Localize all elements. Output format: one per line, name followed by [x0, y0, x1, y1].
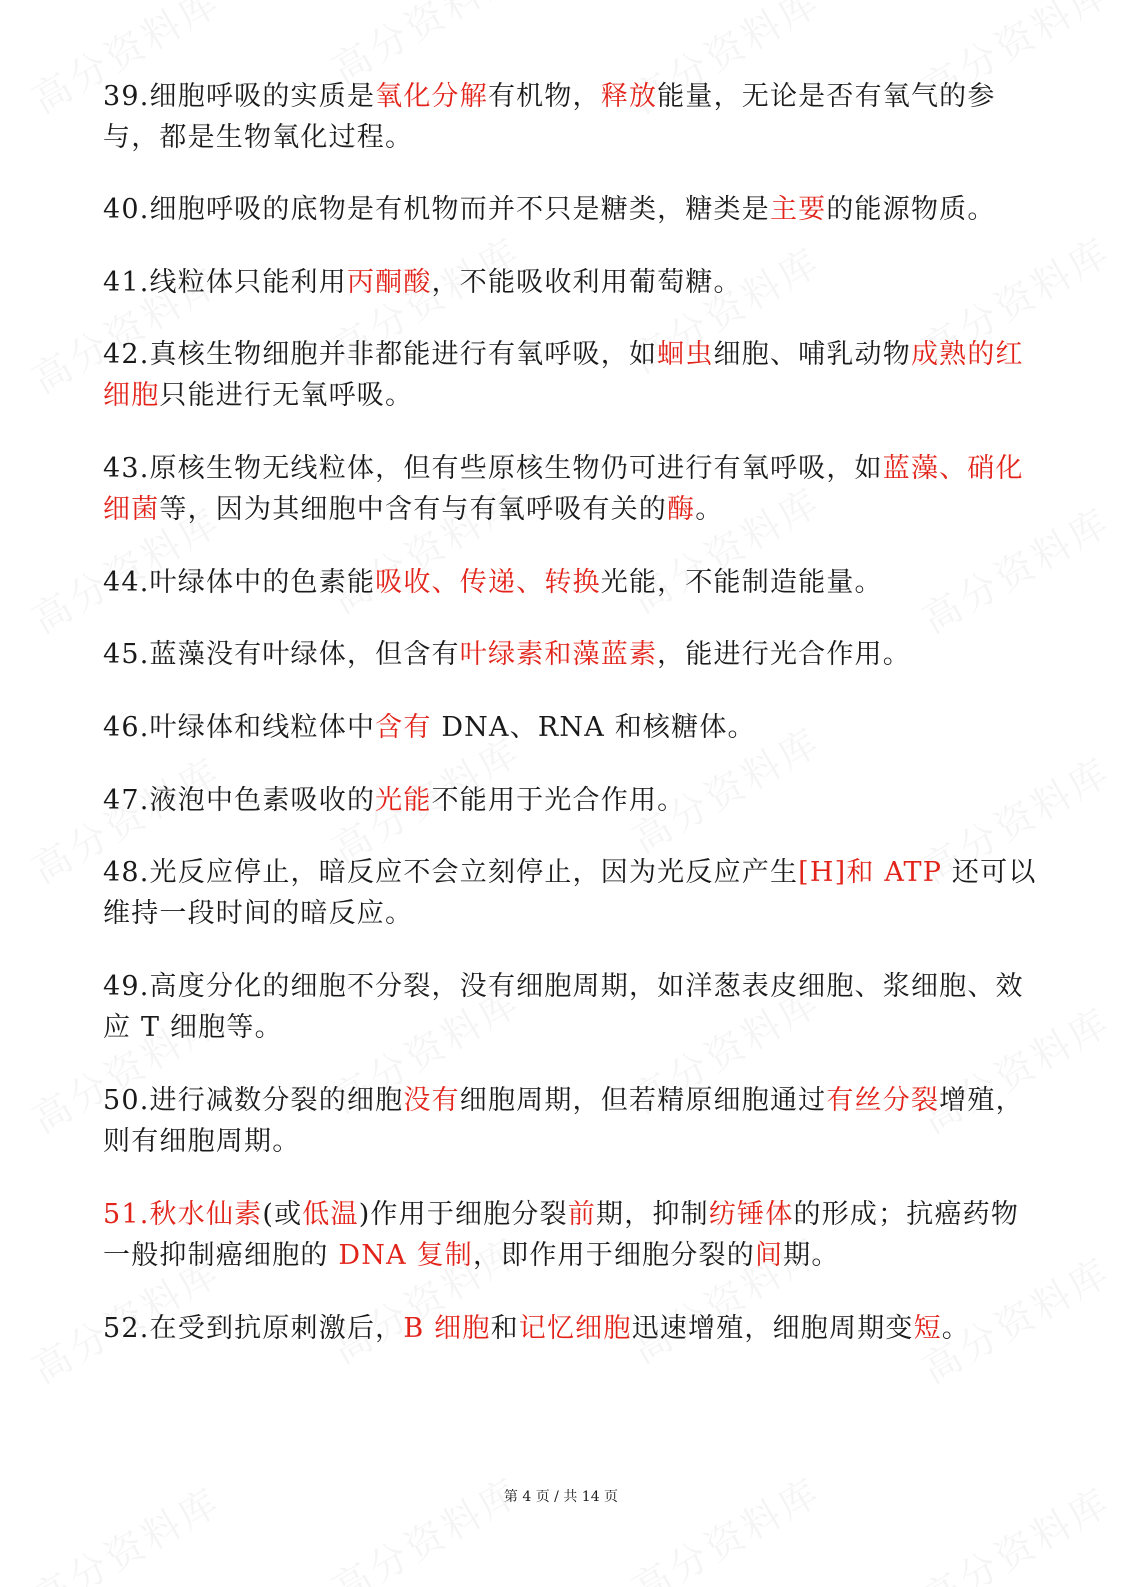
watermark — [620, 1461, 829, 1587]
highlighted-text: 记忆细胞 — [518, 1313, 632, 1344]
highlighted-text: 有丝分裂 — [826, 1085, 940, 1116]
text-segment: 和 — [490, 1313, 519, 1344]
text-segment: 期，抑制 — [596, 1199, 709, 1230]
text-segment: 还可以维持一段时间的暗反应。 — [103, 857, 1037, 929]
text-segment: 45.蓝藻没有叶绿体，但含有 — [103, 639, 460, 670]
text-segment: 41.线粒体只能利用 — [103, 267, 347, 298]
highlighted-text: 吸收、传递、转换 — [375, 567, 601, 598]
highlighted-text: 丙酮酸 — [346, 267, 432, 298]
text-segment: (或 — [262, 1199, 303, 1230]
text-segment: 49.高度分化的细胞不分裂，没有细胞周期，如洋葱表皮细胞、浆细胞、效应 T 细胞等。 — [103, 971, 1024, 1043]
highlighted-text: 纺锤体 — [708, 1199, 794, 1230]
text-segment: 迅速增殖，细胞周期变 — [631, 1313, 914, 1344]
paragraph-45 — [103, 634, 911, 675]
highlighted-text: 前 — [567, 1199, 597, 1230]
text-segment: ，即作用于细胞分裂的 — [472, 1240, 755, 1271]
highlighted-text: 主要 — [769, 194, 827, 225]
text-segment: 有机物， — [487, 81, 601, 112]
text-segment: 。 — [695, 494, 724, 525]
paragraph-52 — [103, 1308, 970, 1349]
highlighted-text: [H]和 ATP — [798, 857, 943, 888]
highlighted-text: 含有 — [375, 712, 432, 743]
text-segment: 期。 — [783, 1240, 840, 1271]
text-segment: 的能源物质。 — [826, 194, 996, 225]
text-segment: ，不能吸收利用葡萄糖。 — [431, 267, 742, 298]
highlighted-text: 叶绿素和藻蓝素 — [459, 639, 658, 670]
text-segment: 光能，不能制造能量。 — [600, 567, 883, 598]
highlighted-text: 光能 — [375, 785, 432, 816]
paragraph-43 — [103, 448, 1038, 530]
paragraph-42 — [103, 334, 1038, 416]
paragraph-48 — [103, 852, 1038, 934]
highlighted-text: 没有 — [403, 1085, 460, 1116]
highlighted-text: DNA 复制 — [338, 1240, 473, 1271]
text-segment: 48.光反应停止，暗反应不会立刻停止，因为光反应产生 — [103, 857, 799, 888]
highlighted-text: 蛔虫 — [657, 339, 714, 370]
paragraph-50 — [103, 1080, 1038, 1162]
highlighted-text: B 细胞 — [403, 1313, 491, 1344]
text-segment: )作用于细胞分裂 — [358, 1199, 568, 1230]
highlighted-text: 酶 — [667, 494, 696, 525]
highlighted-text: 氧化分解 — [375, 81, 488, 112]
text-segment: ，能进行光合作用。 — [657, 639, 911, 670]
text-segment: 。 — [941, 1313, 970, 1344]
text-segment: 43.原核生物无线粒体，但有些原核生物仍可进行有氧呼吸，如 — [103, 453, 883, 484]
text-segment: 39.细胞呼吸的实质是 — [103, 81, 376, 112]
paragraph-47 — [103, 780, 685, 821]
highlighted-text: 成熟的红细胞 — [103, 339, 1024, 411]
highlighted-text: 51. — [103, 1199, 150, 1230]
paragraph-49 — [103, 966, 1038, 1048]
paragraph-41 — [103, 262, 742, 303]
text-segment: 只能进行无氧呼吸。 — [159, 380, 414, 411]
highlighted-text: 蓝藻、硝化细菌 — [103, 453, 1024, 525]
highlighted-text: 间 — [754, 1240, 784, 1271]
text-segment: 细胞、哺乳动物 — [713, 339, 911, 370]
text-segment: 不能用于光合作用。 — [431, 785, 686, 816]
text-segment: 44.叶绿体中的色素能 — [103, 567, 376, 598]
paragraph-44 — [103, 562, 883, 603]
text-segment: 的形成；抗癌药物一般抑制癌细胞的 — [103, 1199, 1020, 1271]
watermark — [320, 1461, 529, 1587]
paragraph-46 — [103, 707, 756, 748]
text-segment: 46.叶绿体和线粒体中 — [103, 712, 376, 743]
text-segment: 等，因为其细胞中含有与有氧呼吸有关的 — [159, 494, 668, 525]
text-segment: DNA、RNA 和核糖体。 — [431, 712, 756, 743]
text-segment: 50.进行减数分裂的细胞 — [103, 1085, 404, 1116]
paragraph-51 — [103, 1194, 1038, 1276]
highlighted-text: 低温 — [302, 1199, 359, 1230]
text-segment: 增殖，则有细胞周期。 — [103, 1085, 1024, 1157]
paragraph-39 — [103, 76, 1038, 158]
text-segment: 52.在受到抗原刺激后， — [103, 1313, 404, 1344]
paragraph-40 — [103, 189, 996, 230]
text-segment: 42.真核生物细胞并非都能进行有氧呼吸，如 — [103, 339, 658, 370]
text-segment: 40.细胞呼吸的底物是有机物而并不只是糖类，糖类是 — [103, 194, 770, 225]
highlighted-text: 释放 — [600, 81, 658, 112]
text-segment: 能量，无论是否有氧气的参与，都是生物氧化过程。 — [103, 81, 996, 153]
text-segment: 细胞周期，但若精原细胞通过 — [459, 1085, 827, 1116]
highlighted-text: 秋水仙素 — [149, 1199, 263, 1230]
text-segment: 47.液泡中色素吸收的 — [103, 785, 376, 816]
highlighted-text: 短 — [913, 1313, 942, 1344]
page-footer: 第 4 页 / 共 14 页 — [503, 1489, 619, 1505]
